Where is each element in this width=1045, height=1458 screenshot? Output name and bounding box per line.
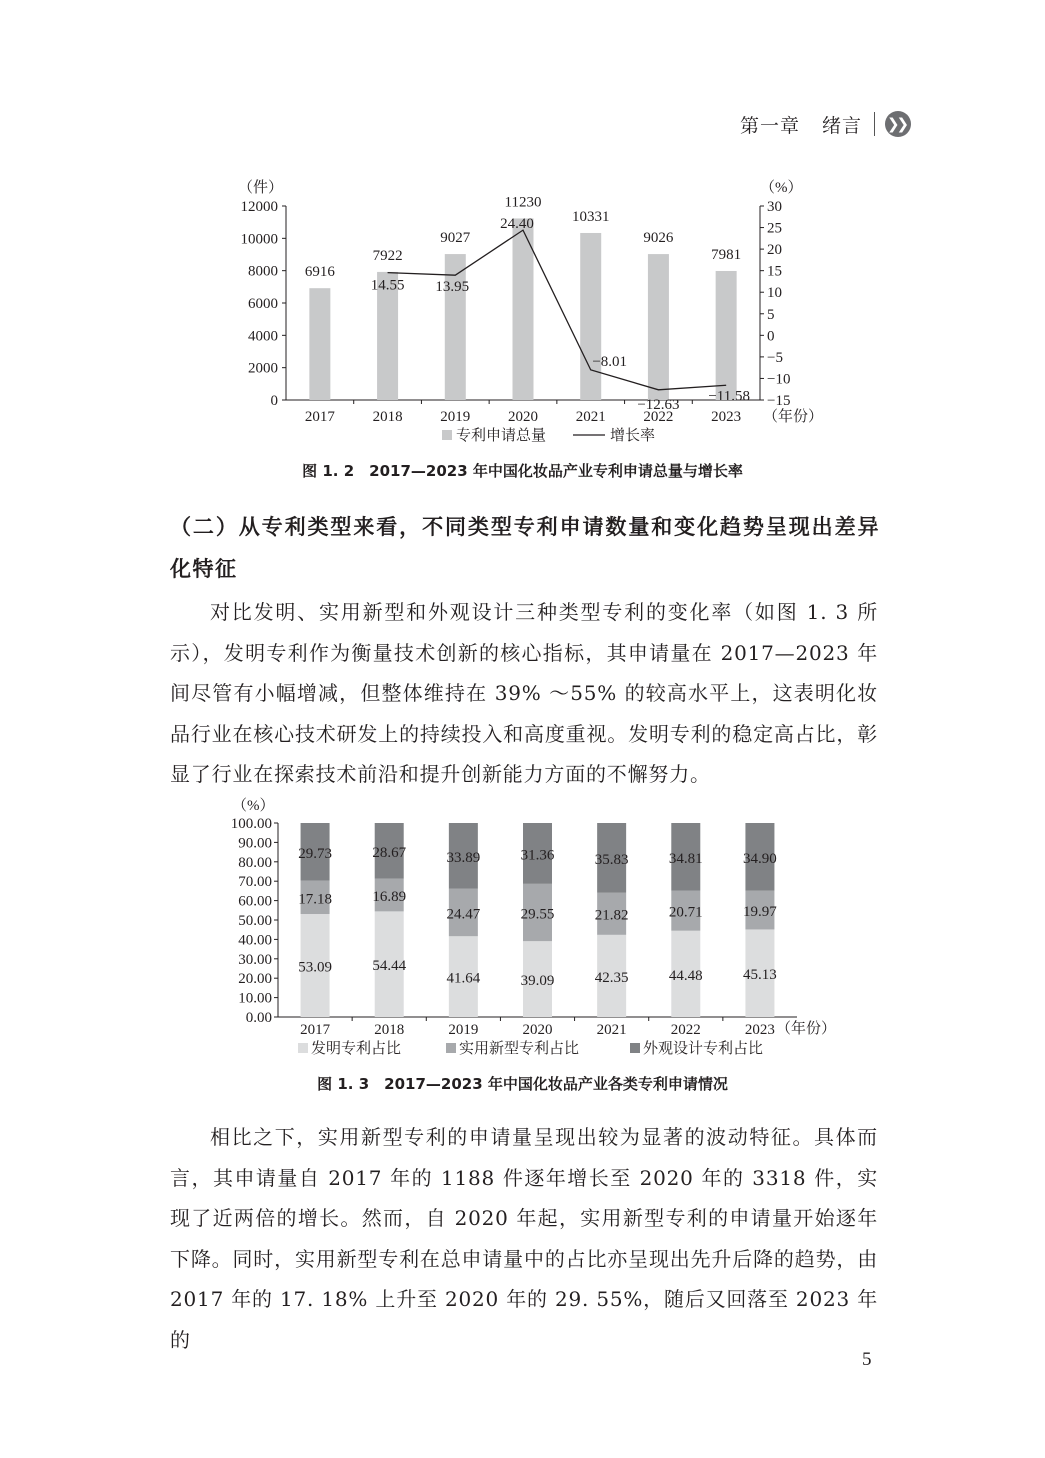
x-tick-label: 2021 <box>596 1022 627 1038</box>
segment-value-label: 28.67 <box>372 844 407 861</box>
y-tick-label: 30.00 <box>238 951 272 968</box>
right-tick-label: 0 <box>767 328 775 345</box>
y-tick-label: 80.00 <box>238 854 272 871</box>
x-tick-label: 2020 <box>522 1022 553 1038</box>
bar-total <box>580 233 601 400</box>
right-tick-label: −10 <box>767 371 791 388</box>
double-chevron-right-icon: ❯❯ <box>885 111 911 137</box>
growth-rate-label: −12.63 <box>637 396 680 413</box>
bar-value-label: 9026 <box>643 230 674 247</box>
figure-1-2-caption: 图 1. 2 2017—2023 年中国化妆品产业专利申请总量与增长率 <box>302 462 743 480</box>
x-tick-label: 2023 <box>744 1022 775 1038</box>
x-tick-label: 2018 <box>374 1022 405 1038</box>
y-tick-label: 70.00 <box>238 874 272 891</box>
left-tick-label: 4000 <box>248 328 278 345</box>
bar-total <box>716 271 737 400</box>
segment-value-label: 42.35 <box>594 969 629 986</box>
section-heading: （二）从专利类型来看，不同类型专利申请数量和变化趋势呈现出差异化特征 <box>170 515 880 581</box>
legend-label-growth: 增长率 <box>610 428 656 444</box>
legend-label: 外观设计专利占比 <box>643 1041 764 1057</box>
y-tick-label: 100.00 <box>230 816 272 832</box>
segment-value-label: 54.44 <box>372 958 407 975</box>
left-tick-label: 2000 <box>248 360 278 377</box>
x-tick-label: 2017 <box>300 1022 331 1038</box>
right-tick-label: −15 <box>767 393 791 409</box>
page-number: 5 <box>862 1349 872 1370</box>
x-tick-label: 2022 <box>670 1022 701 1038</box>
segment-value-label: 34.81 <box>668 850 703 867</box>
y-tick-label: 40.00 <box>238 932 272 949</box>
left-axis-unit: （件） <box>238 180 284 196</box>
x-axis-unit: （年份） <box>763 409 824 425</box>
patent-total-growth-chart <box>220 172 830 450</box>
y-tick-label: 90.00 <box>238 835 272 852</box>
segment-value-label: 16.89 <box>372 889 407 906</box>
bar-value-label: 7981 <box>711 246 742 263</box>
running-header <box>740 108 911 140</box>
left-tick-label: 10000 <box>240 231 278 248</box>
y-tick-label: 50.00 <box>238 913 272 929</box>
segment-value-label: 33.89 <box>446 849 481 866</box>
y-axis-unit: （%） <box>232 798 275 814</box>
paragraph-2: 相比之下，实用新型专利的申请量呈现出较为显著的波动特征。具体而言，其申请量自 2017 年的 1188 件逐年增长至 2020 年的 3318 件，实现了近两倍的增长。然而，自 2020 年起，实用新型专利的申请量开始逐年下降。同时，实用新型专利在总申请量中的占比亦呈现出先升后降的趋势，由 2017 年的 17. 18% 上升至 2020 年的 29. 55%，随后又回落至 2023 年的 <box>170 1125 878 1352</box>
growth-rate-label: 13.95 <box>435 279 470 296</box>
segment-value-label: 31.36 <box>520 847 555 864</box>
segment-value-label: 19.97 <box>743 904 777 921</box>
bar-value-label: 7922 <box>372 247 403 264</box>
segment-value-label: 29.73 <box>298 845 332 862</box>
x-tick-label: 2023 <box>711 409 742 425</box>
chapter-label: 第一章 <box>740 114 801 137</box>
right-tick-label: 5 <box>767 306 775 323</box>
y-tick-label: 60.00 <box>238 893 272 910</box>
legend-label: 实用新型专利占比 <box>459 1041 580 1057</box>
right-tick-label: −5 <box>767 349 783 366</box>
segment-value-label: 41.64 <box>446 970 481 987</box>
right-tick-label: 15 <box>767 263 782 280</box>
header-divider <box>874 112 875 136</box>
segment-value-label: 29.55 <box>520 906 555 923</box>
x-tick-label: 2017 <box>304 409 335 425</box>
legend-swatch <box>446 1043 456 1053</box>
bar-value-label: 9027 <box>440 230 471 247</box>
bar-value-label: 10331 <box>571 208 610 225</box>
left-tick-label: 12000 <box>240 199 278 215</box>
x-axis-unit: （年份） <box>776 1021 837 1037</box>
segment-value-label: 53.09 <box>298 959 332 976</box>
right-axis-unit: （%） <box>760 180 803 196</box>
legend-swatch-total <box>442 430 452 440</box>
legend-label-total: 专利申请总量 <box>456 428 547 444</box>
x-tick-label: 2022 <box>643 409 674 425</box>
segment-value-label: 35.83 <box>594 851 629 868</box>
chapter-title: 绪言 <box>822 114 863 137</box>
bar-value-label: 6916 <box>304 264 335 281</box>
growth-rate-label: 14.55 <box>370 277 405 294</box>
left-tick-label: 8000 <box>248 263 278 280</box>
right-tick-label: 30 <box>767 199 782 215</box>
left-tick-label: 6000 <box>248 296 278 312</box>
segment-value-label: 39.09 <box>520 973 555 990</box>
bar-total <box>648 254 669 400</box>
x-tick-label: 2019 <box>440 409 471 425</box>
right-tick-label: 20 <box>767 242 782 259</box>
bar-total <box>445 254 466 400</box>
bar-value-label: 11230 <box>504 194 542 211</box>
segment-value-label: 17.18 <box>298 891 332 908</box>
legend-swatch <box>630 1043 640 1053</box>
right-tick-label: 25 <box>767 220 782 237</box>
segment-value-label: 44.48 <box>668 967 703 984</box>
segment-value-label: 20.71 <box>668 904 703 921</box>
segment-value-label: 34.90 <box>743 850 777 867</box>
growth-rate-label: −8.01 <box>592 353 628 370</box>
figure-1-3-caption: 图 1. 3 2017—2023 年中国化妆品产业各类专利申请情况 <box>317 1075 728 1093</box>
segment-value-label: 24.47 <box>446 906 481 923</box>
x-tick-label: 2019 <box>448 1022 479 1038</box>
x-tick-label: 2020 <box>508 409 538 425</box>
growth-rate-label: 24.40 <box>500 216 534 233</box>
legend-label: 发明专利占比 <box>311 1041 402 1057</box>
legend-swatch <box>298 1043 308 1053</box>
growth-rate-line <box>388 230 727 390</box>
x-tick-label: 2021 <box>575 409 606 425</box>
left-tick-label: 0 <box>270 393 278 409</box>
y-tick-label: 20.00 <box>238 971 272 988</box>
patent-type-share-chart <box>220 795 840 1070</box>
paragraph-1: 对比发明、实用新型和外观设计三种类型专利的变化率（如图 1. 3 所示），发明专利作为衡量技术创新的核心指标，其申请量在 2017—2023 年间尽管有小幅增减，但整体维持在 39% ～55% 的较高水平上，这表明化妆品行业在核心技术研发上的持续投入和高度重视。发明专利的稳定高占比，彰显了行业在探索技术前沿和提升创新能力方面的不懈努力。 <box>170 600 878 787</box>
segment-value-label: 21.82 <box>594 907 629 924</box>
y-tick-label: 10.00 <box>238 990 272 1007</box>
x-tick-label: 2018 <box>372 409 403 425</box>
right-tick-label: 10 <box>767 285 782 302</box>
bar-total <box>309 288 330 400</box>
growth-rate-label: −11.58 <box>708 388 750 405</box>
segment-value-label: 45.13 <box>743 967 777 984</box>
y-tick-label: 0.00 <box>245 1010 272 1026</box>
